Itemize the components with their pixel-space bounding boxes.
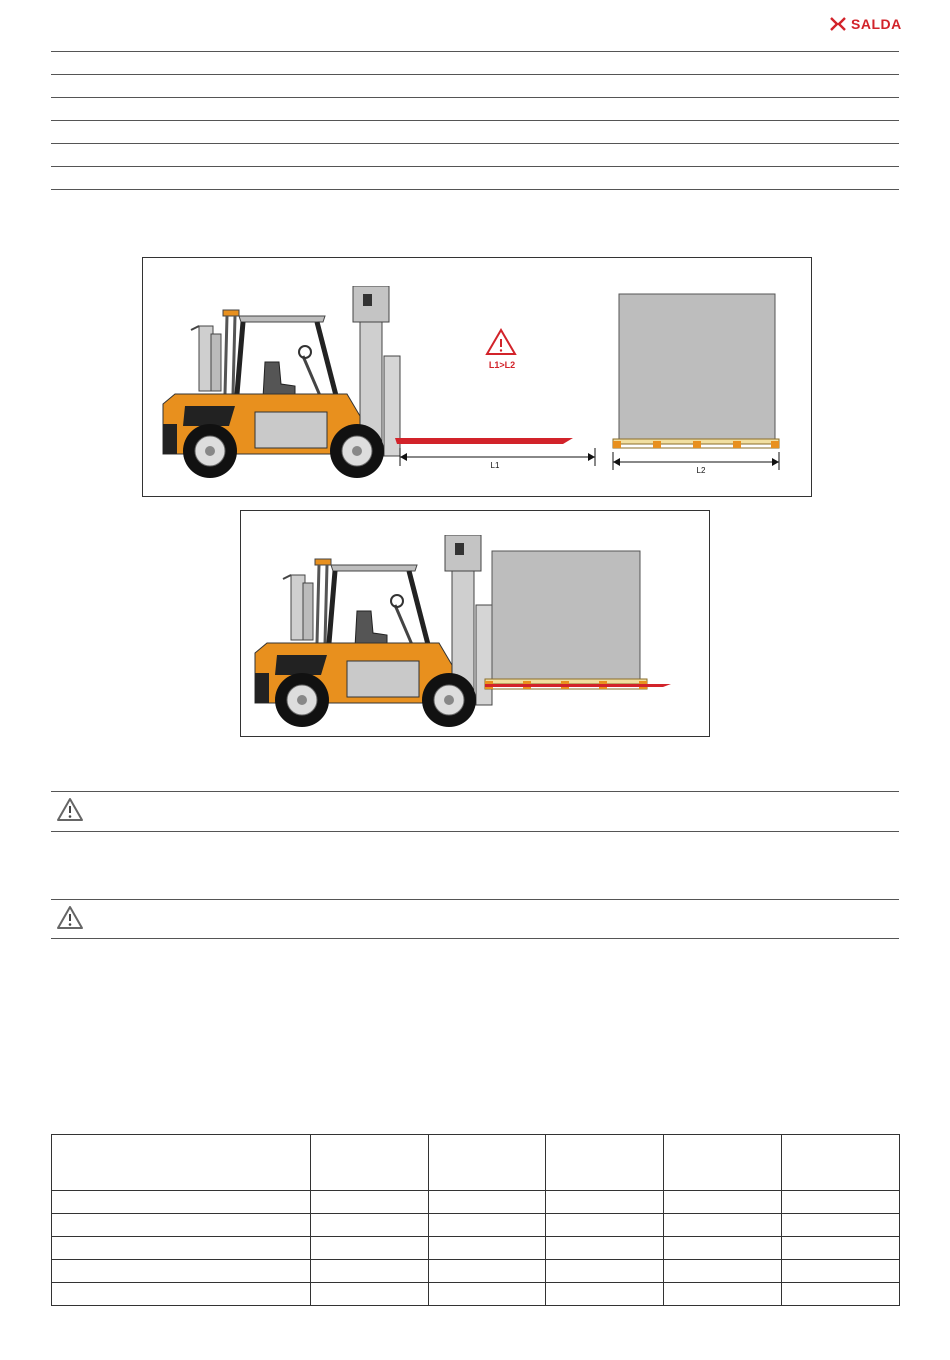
table-cell (546, 1237, 664, 1260)
table-cell (664, 1191, 782, 1214)
fork (485, 684, 671, 687)
table-row (52, 1237, 900, 1260)
table-cell (782, 1260, 900, 1283)
note-rule (51, 791, 899, 792)
table-cell (664, 1260, 782, 1283)
table-cell (310, 1283, 428, 1306)
table-cell (310, 1260, 428, 1283)
table-row (52, 1214, 900, 1237)
warning-triangle-icon (487, 330, 515, 354)
figure-fork-length-warning (142, 257, 812, 497)
table-cell (664, 1135, 782, 1191)
table-cell (428, 1237, 546, 1260)
forklift-illustration (255, 535, 492, 727)
warning-triangle-icon (56, 905, 84, 931)
note-rule (51, 831, 899, 832)
data-table (51, 1134, 900, 1306)
table-cell (310, 1191, 428, 1214)
forklift-diagram-bottom (241, 511, 709, 736)
table-cell (428, 1260, 546, 1283)
figure-correct-lifting (240, 510, 710, 737)
header-rule (51, 51, 899, 52)
table-cell (546, 1214, 664, 1237)
table-cell (782, 1191, 900, 1214)
fork (395, 438, 573, 444)
table-cell (664, 1237, 782, 1260)
salda-logo (830, 16, 902, 32)
table-cell (310, 1135, 428, 1191)
table-cell (782, 1135, 900, 1191)
warning-triangle-icon (56, 797, 84, 823)
table-cell (52, 1214, 311, 1237)
table-row (52, 1260, 900, 1283)
pallet (613, 439, 779, 448)
table-cell (428, 1191, 546, 1214)
forklift-diagram-top (143, 258, 811, 496)
table-cell (546, 1260, 664, 1283)
table-row (52, 1191, 900, 1214)
salda-logo-icon (830, 17, 846, 31)
warning-label: L1>L2 (488, 360, 516, 370)
table-row (52, 1283, 900, 1306)
table-cell (546, 1191, 664, 1214)
cargo-box (492, 551, 640, 679)
table-cell (546, 1283, 664, 1306)
note-rule (51, 938, 899, 939)
table-cell (52, 1260, 311, 1283)
table-cell (782, 1237, 900, 1260)
table-cell (664, 1283, 782, 1306)
note-rule (51, 899, 899, 900)
table-cell (782, 1214, 900, 1237)
header-rule (51, 74, 899, 75)
table-cell (52, 1135, 311, 1191)
table-cell (52, 1191, 311, 1214)
table-cell (428, 1135, 546, 1191)
table-cell (52, 1283, 311, 1306)
table-cell (428, 1283, 546, 1306)
table-cell (310, 1214, 428, 1237)
brand-name: SALDA (851, 16, 902, 32)
header-rule (51, 166, 899, 167)
table-cell (310, 1237, 428, 1260)
dim-label-l1: L1 (490, 461, 500, 470)
forklift-illustration (163, 286, 400, 478)
table-cell (782, 1283, 900, 1306)
table-cell (428, 1214, 546, 1237)
header-rule (51, 120, 899, 121)
dim-label-l2: L2 (696, 466, 706, 475)
table-cell (52, 1237, 311, 1260)
header-rule (51, 189, 899, 190)
header-rule (51, 143, 899, 144)
table-cell (546, 1135, 664, 1191)
header-rule (51, 97, 899, 98)
cargo-box (619, 294, 775, 440)
table-cell (664, 1214, 782, 1237)
table-header-row (52, 1135, 900, 1191)
